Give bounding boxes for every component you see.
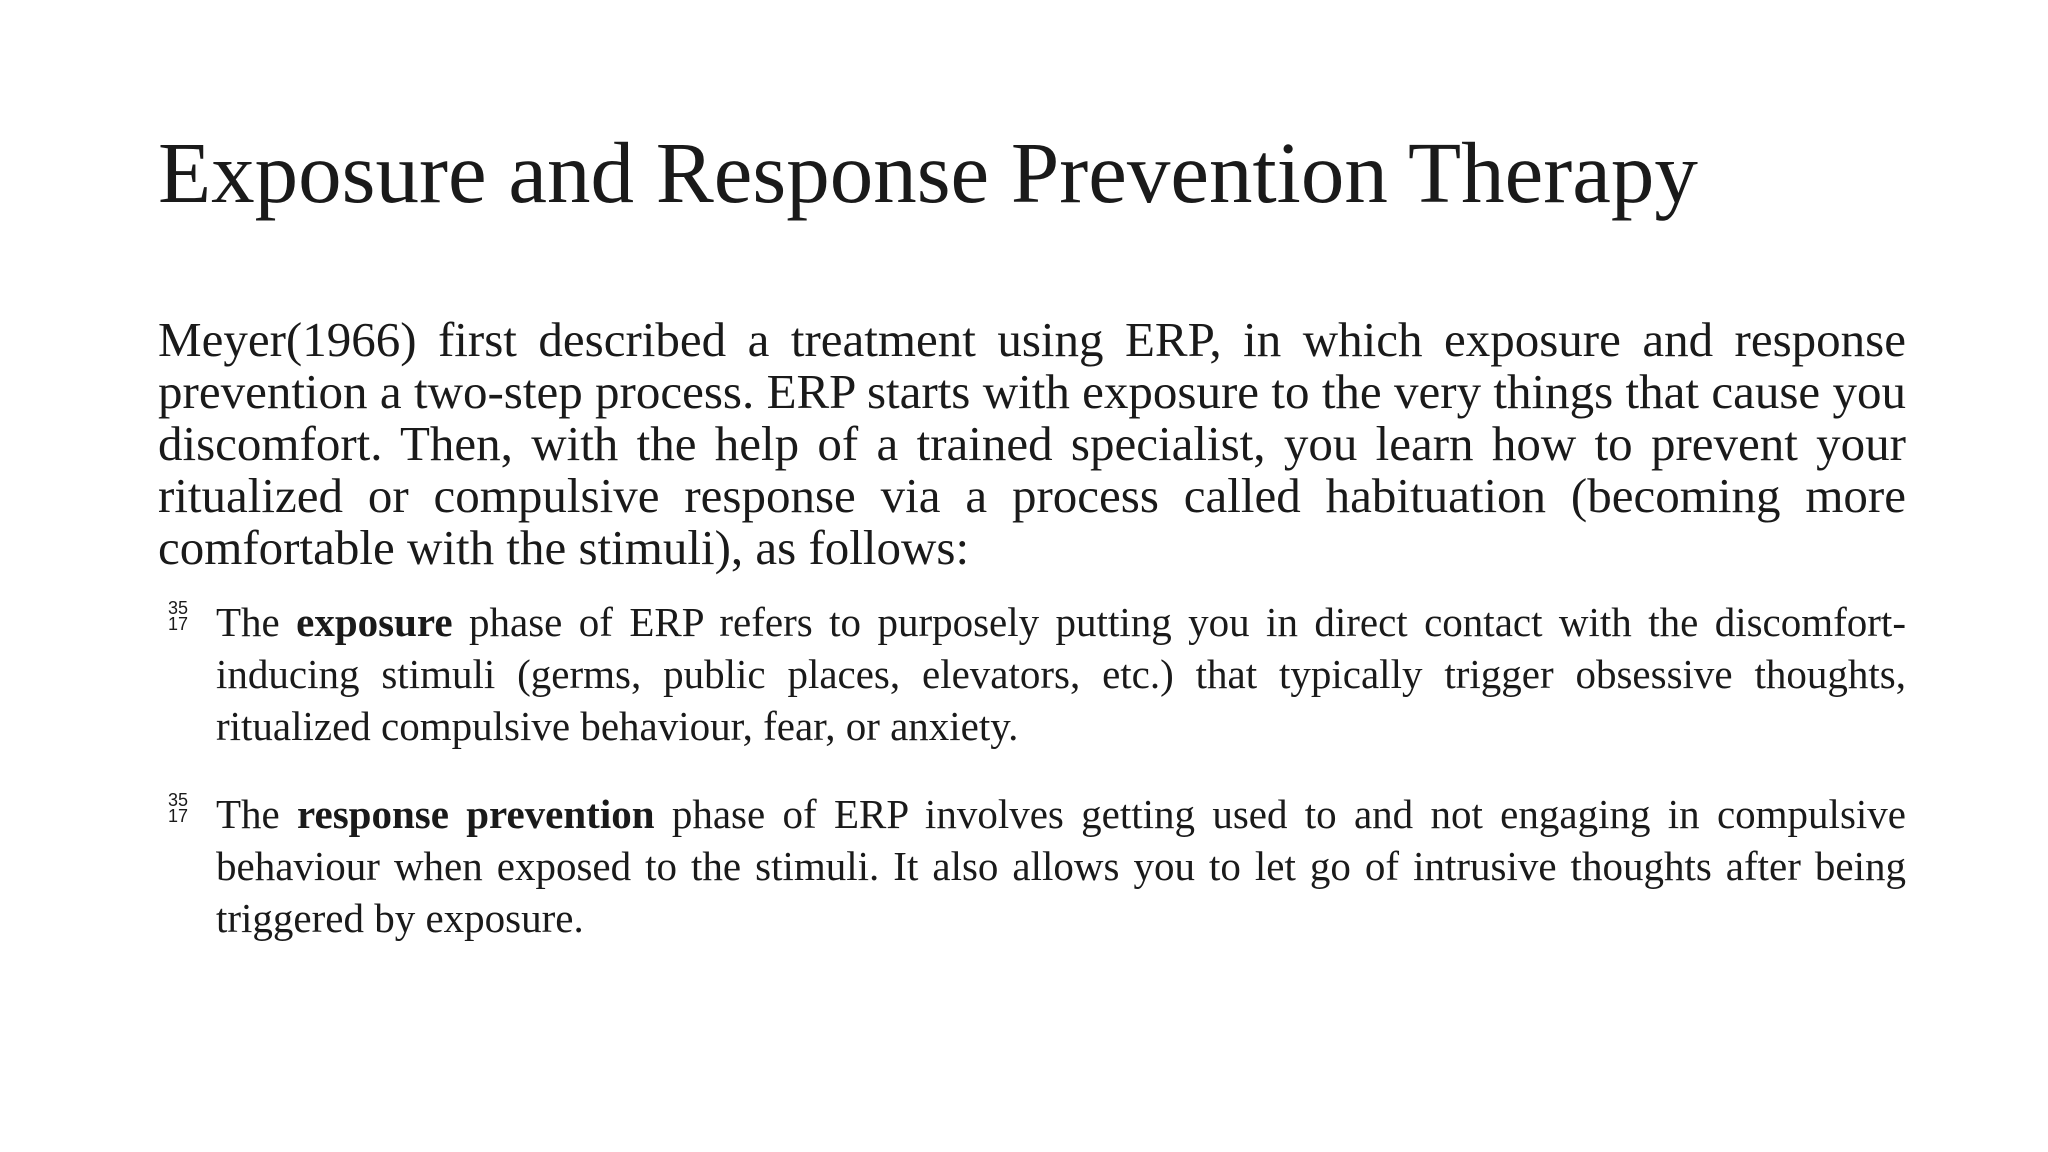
bullet-list bbox=[158, 596, 1906, 980]
bullet-marker-bottom: 17 bbox=[167, 806, 189, 826]
bullet-marker-icon bbox=[161, 792, 195, 824]
bullet-bold-term: response prevention bbox=[297, 791, 655, 837]
bullet-marker-top: 35 bbox=[167, 790, 189, 810]
bullet-text bbox=[216, 788, 1906, 944]
bullet-item-response-prevention bbox=[158, 788, 1906, 944]
bullet-item-exposure bbox=[158, 596, 1906, 752]
bullet-body: phase of ERP involves getting used to and not engaging in compulsive behaviour when exposed to the stimuli. It also allows you to let go of intrusive thoughts after being triggered by exposure. bbox=[216, 791, 1906, 941]
bullet-marker-top: 35 bbox=[167, 598, 189, 618]
bullet-bold-term: exposure bbox=[296, 599, 453, 645]
intro-paragraph: Meyer(1966) first described a treatment using ERP, in which exposure and response prevention a two-step process. ERP starts with exposure to the very things that cause you discomfort. Then, with the help of a trained specialist, you learn how to prevent your ritualized or compulsive response via a process called habituation (becoming more comfortable with the stimuli), as follows: bbox=[158, 312, 1906, 575]
slide-title: Exposure and Response Prevention Therapy bbox=[158, 124, 1698, 221]
bullet-marker-icon bbox=[161, 600, 195, 632]
bullet-text bbox=[216, 596, 1906, 752]
bullet-marker-bottom: 17 bbox=[167, 614, 189, 634]
bullet-body: phase of ERP refers to purposely putting you in direct contact with the discomfort-inducing stimuli (germs, public places, elevators, etc.) that typically trigger obsessive thoughts, ritualized compulsive behaviour, fear, or anxiety. bbox=[216, 599, 1906, 749]
bullet-lead: The bbox=[216, 599, 297, 645]
bullet-lead: The bbox=[216, 791, 298, 837]
